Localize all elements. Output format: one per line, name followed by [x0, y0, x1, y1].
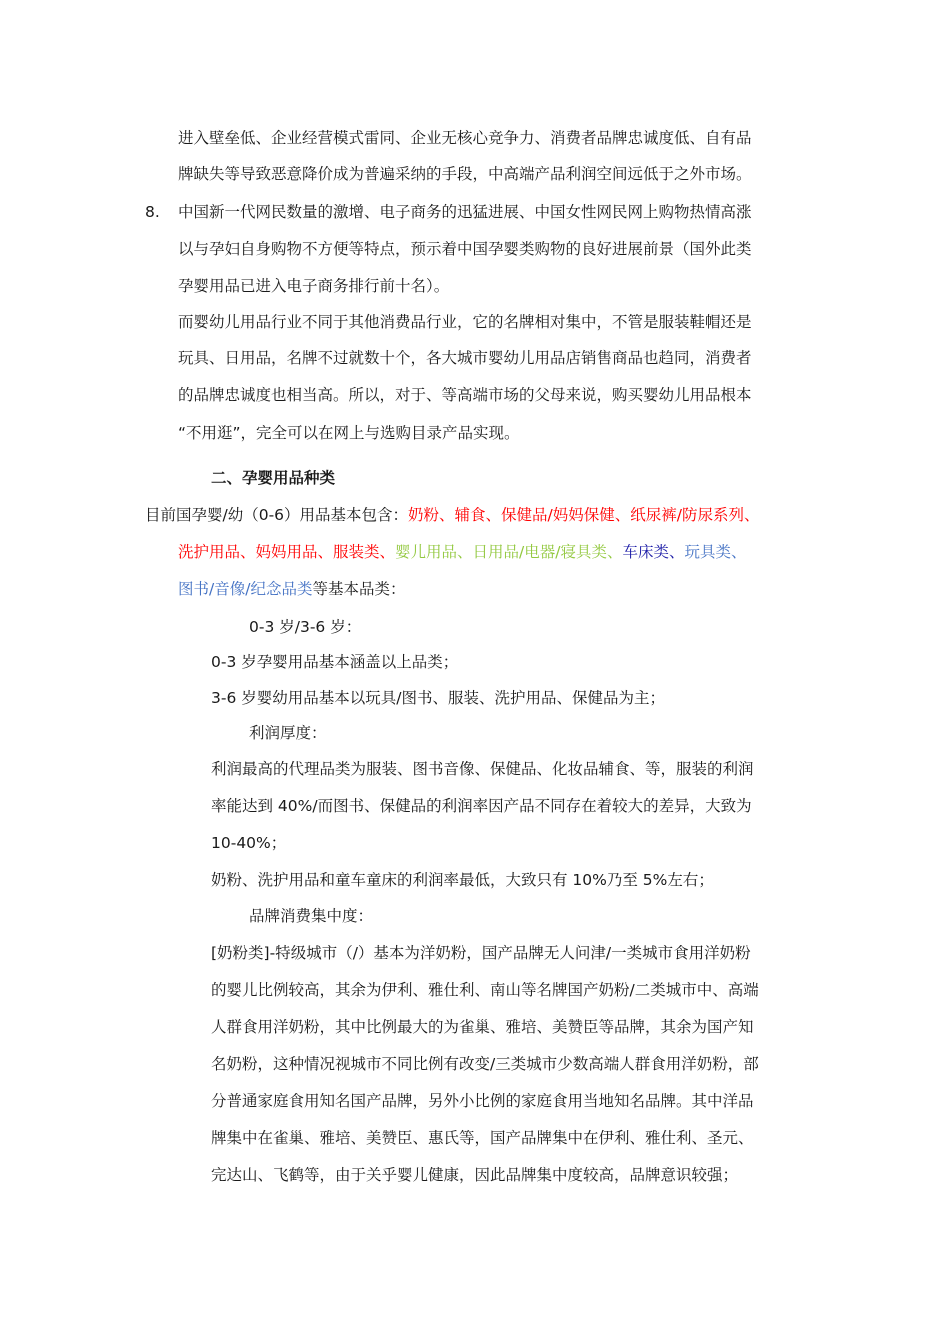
paragraph-line: 玩具、日用品，名牌不过就数十个，各大城市婴幼儿用品店销售商品也趋同，消费者: [178, 349, 752, 367]
paragraph-line: 0-3 岁孕婴用品基本涵盖以上品类；: [211, 653, 459, 671]
paragraph-line: 3-6 岁婴幼用品基本以玩具/图书、服装、洗护用品、保健品为主；: [211, 689, 665, 707]
paragraph-line: 名奶粉，这种情况视城市不同比例有改变/三类城市少数高端人群食用洋奶粉，部: [211, 1055, 759, 1073]
bullet-title: 0-3 岁/3-6 岁：: [249, 618, 362, 636]
paragraph-line: 的品牌忠诚度也相当高。所以，对于、等高端市场的父母来说，购买婴幼儿用品根本: [178, 386, 752, 404]
paragraph-line: 牌集中在雀巢、雅培、美赞臣、惠氏等，国产品牌集中在伊利、雅仕利、圣元、: [211, 1129, 754, 1147]
category-group-red: 洗护用品、妈妈用品、服装类、: [178, 543, 396, 561]
category-group-blue: 玩具类、: [684, 543, 747, 561]
section-heading: 二、孕婴用品种类: [211, 469, 336, 487]
paragraph-line: [奶粉类]-特级城市（/）基本为洋奶粉，国产品牌无人问津/一类城市食用洋奶粉: [211, 944, 751, 962]
category-intro-line: [145, 504, 760, 526]
paragraph-line: 牌缺失等导致恶意降价成为普遍采纳的手段，中高端产品利润空间远低于之外市场。: [178, 165, 752, 183]
paragraph-line: 而婴幼儿用品行业不同于其他消费品行业，它的名牌相对集中，不管是服装鞋帽还是: [178, 313, 752, 331]
list-number: 8.: [145, 203, 160, 221]
paragraph-line: 奶粉、洗护用品和童车童床的利润率最低，大致只有 10%乃至 5%左右；: [211, 871, 714, 889]
paragraph-line: “不用逛”，完全可以在网上与选购目录产品实现。: [178, 424, 520, 442]
paragraph-line: 孕婴用品已进入电子商务排行前十名）。: [178, 277, 450, 295]
paragraph-line: 分普通家庭食用知名国产品牌，另外小比例的家庭食用当地知名品牌。其中洋品: [211, 1092, 754, 1110]
paragraph-line: 中国新一代网民数量的激增、电子商务的迅猛进展、中国女性网民网上购物热情高涨: [178, 203, 752, 221]
paragraph-line: 人群食用洋奶粉，其中比例最大的为雀巢、雅培、美赞臣等品牌，其余为国产知: [211, 1018, 754, 1036]
paragraph-line: 完达山、飞鹤等，由于关乎婴儿健康，因此品牌集中度较高，品牌意识较强；: [211, 1166, 739, 1184]
intro-suffix: 等基本品类：: [312, 580, 406, 598]
paragraph-line: 利润最高的代理品类为服装、图书音像、保健品、化妆品辅食、等，服装的利润: [211, 760, 754, 778]
category-group-green: 婴儿用品、日用品/电器/寝具类、: [395, 543, 623, 561]
category-line: [178, 541, 747, 563]
category-group-blue: 图书/音像/纪念品类: [178, 580, 313, 598]
category-group-navy: 车床类、: [622, 543, 685, 561]
bullet-title: 利润厚度：: [249, 724, 327, 742]
paragraph-line: 进入壁垒低、企业经营模式雷同、企业无核心竞争力、消费者品牌忠诚度低、自有品: [178, 129, 752, 147]
category-group-red: 奶粉、辅食、保健品/妈妈保健、纸尿裤/防尿系列、: [408, 506, 760, 524]
paragraph-line: 10-40%；: [211, 834, 287, 852]
category-line: [178, 578, 405, 600]
intro-prefix: 目前国孕婴/幼（0-6）用品基本包含：: [145, 506, 409, 524]
paragraph-line: 率能达到 40%/而图书、保健品的利润率因产品不同存在着较大的差异，大致为: [211, 797, 752, 815]
paragraph-line: 的婴儿比例较高，其余为伊利、雅仕利、南山等名牌国产奶粉/二类城市中、高端: [211, 981, 759, 999]
bullet-title: 品牌消费集中度：: [249, 907, 374, 925]
paragraph-line: 以与孕妇自身购物不方便等特点，预示着中国孕婴类购物的良好进展前景（国外此类: [178, 240, 752, 258]
